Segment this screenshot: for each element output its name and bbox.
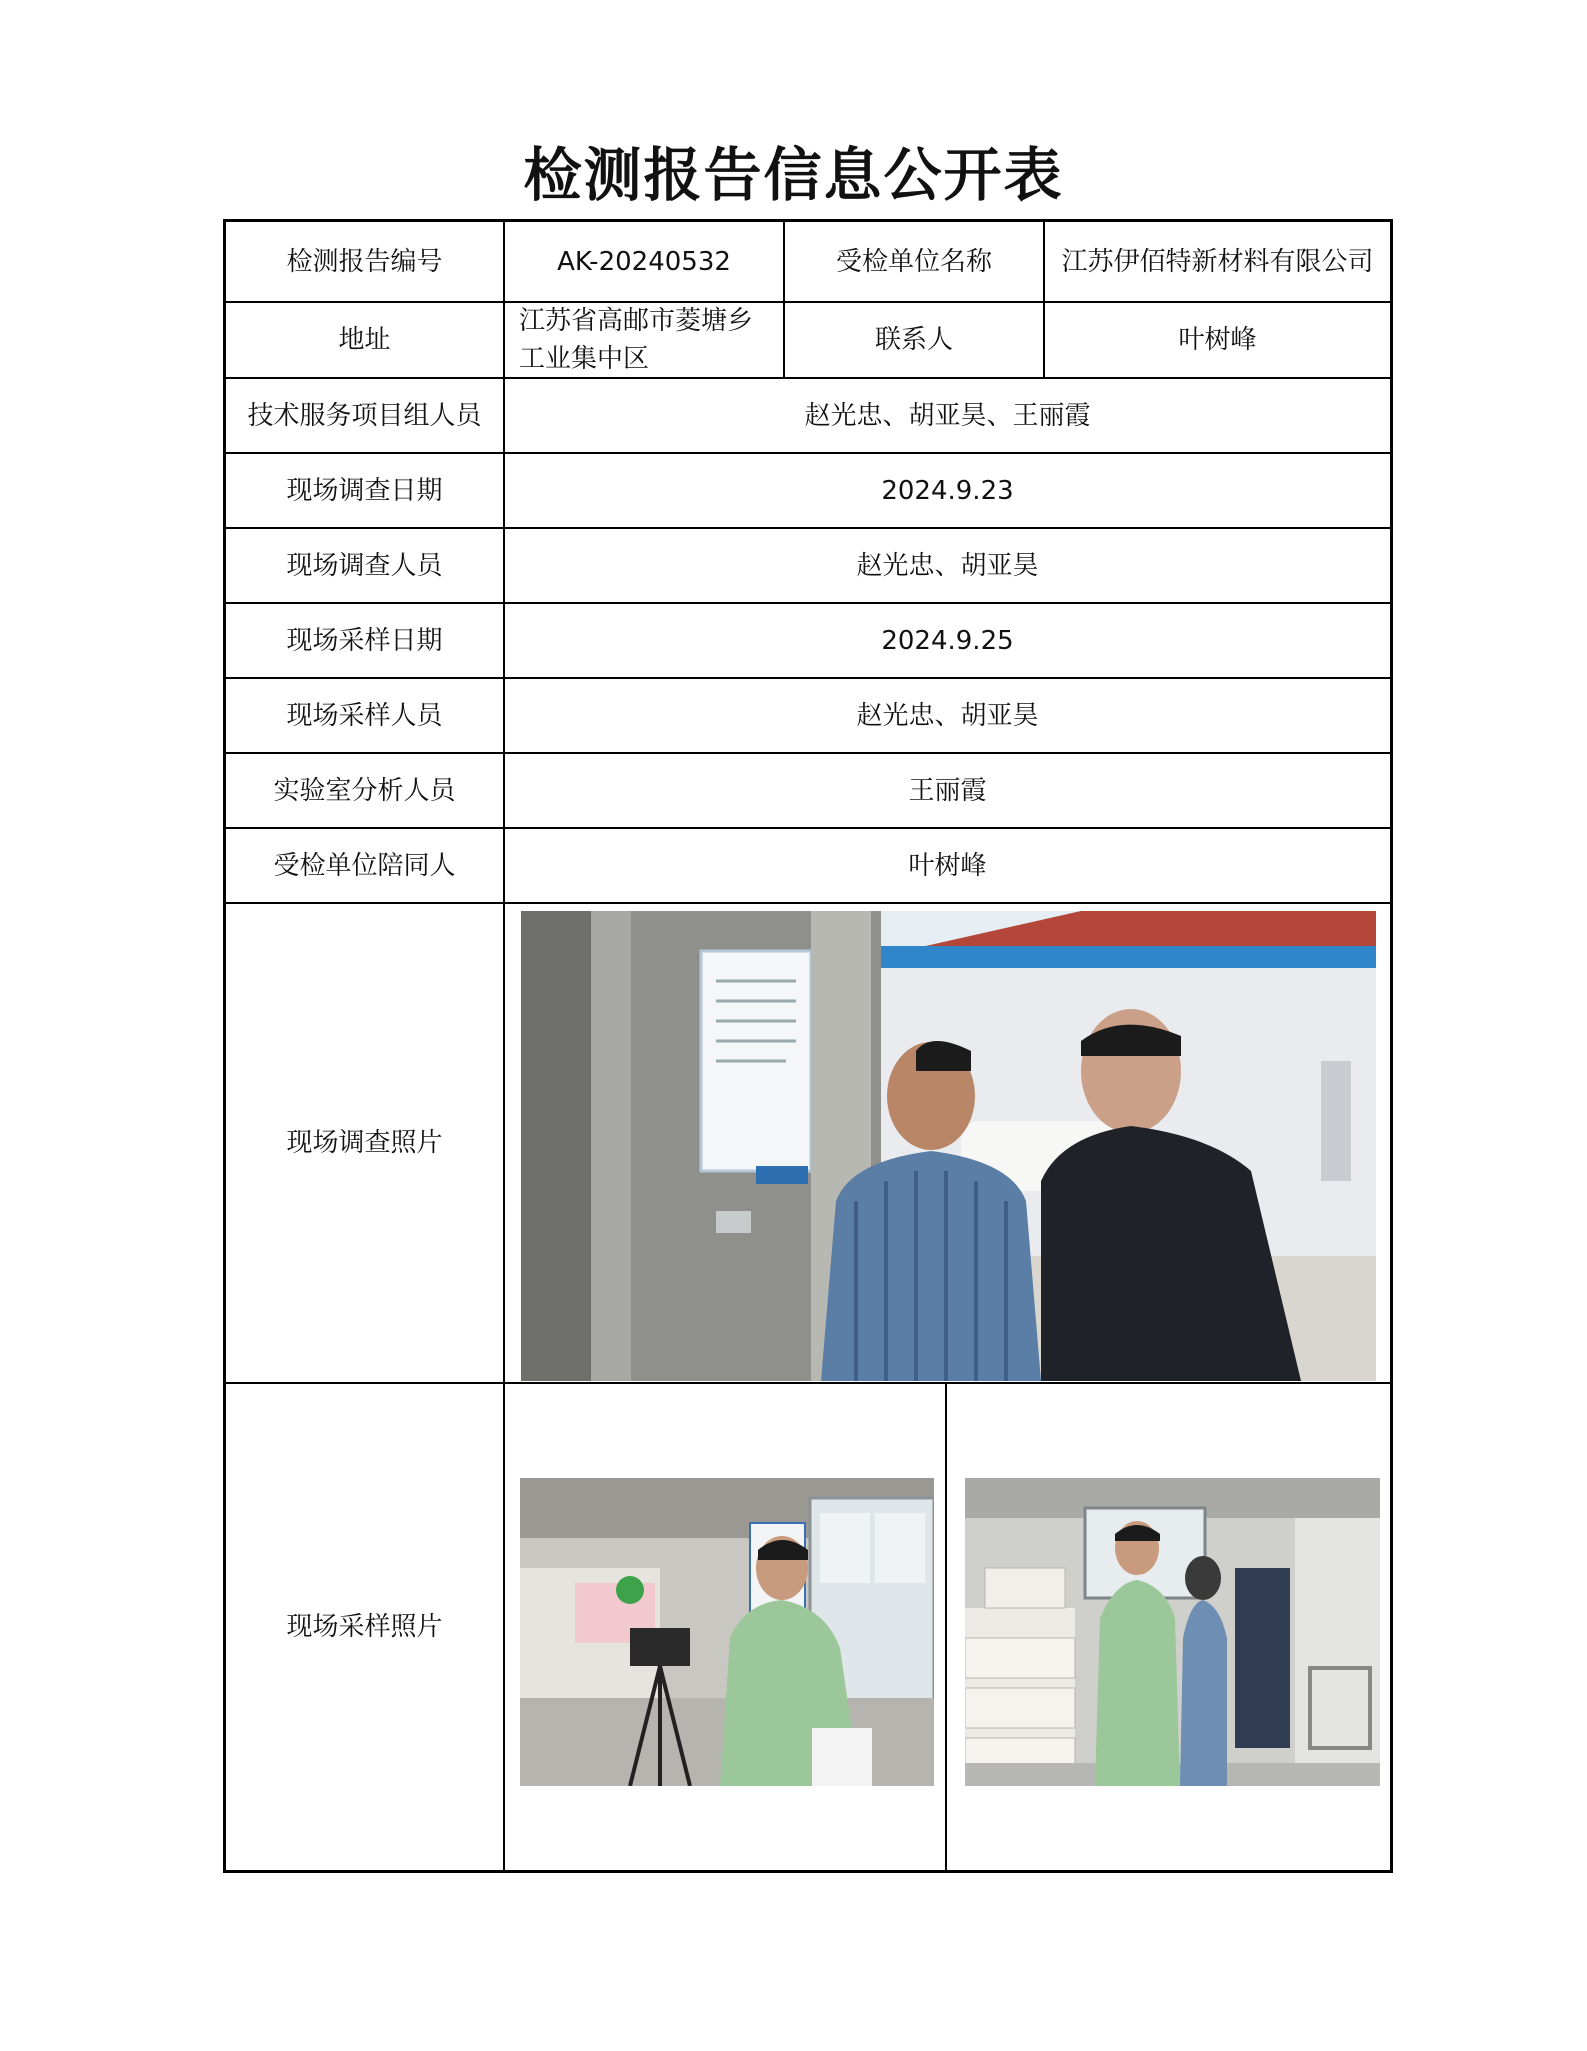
info-table — [223, 219, 1393, 1873]
sampling-staff-label: 现场采样人员 — [286, 700, 443, 731]
sampling-photo-2 — [965, 1478, 1380, 1786]
lab-staff-value: 王丽霞 — [908, 775, 987, 806]
lab-staff-label: 实验室分析人员 — [273, 775, 456, 806]
contact-label: 联系人 — [874, 325, 953, 355]
sampling-photo-label: 现场采样照片 — [286, 1612, 443, 1642]
report-number-value: AK-20240532 — [557, 246, 731, 277]
address-label: 地址 — [338, 325, 391, 355]
address-value: 江苏省高邮市菱塘乡工业集中区 — [519, 306, 754, 374]
contact-value: 叶树峰 — [1178, 325, 1257, 355]
inspected-unit-label: 受检单位名称 — [835, 246, 992, 277]
inspected-unit-value: 江苏伊佰特新材料有限公司 — [1061, 246, 1374, 277]
page-title: 检测报告信息公开表 — [523, 141, 1064, 209]
sampling-photo-1 — [520, 1478, 934, 1786]
survey-date-label: 现场调查日期 — [286, 475, 443, 506]
sampling-date-value: 2024.9.25 — [881, 625, 1014, 656]
sampling-staff-value: 赵光忠、胡亚昊 — [856, 700, 1039, 731]
survey-photo — [521, 911, 1376, 1381]
report-number-label: 检测报告编号 — [286, 246, 443, 277]
team-members-value: 赵光忠、胡亚昊、王丽霞 — [804, 400, 1091, 431]
escort-label: 受检单位陪同人 — [273, 850, 456, 881]
sampling-date-label: 现场采样日期 — [286, 625, 443, 656]
escort-value: 叶树峰 — [908, 850, 987, 881]
survey-staff-label: 现场调查人员 — [286, 550, 443, 581]
survey-staff-value: 赵光忠、胡亚昊 — [856, 550, 1039, 581]
team-members-label: 技术服务项目组人员 — [247, 400, 482, 431]
survey-date-value: 2024.9.23 — [881, 475, 1014, 506]
survey-photo-label: 现场调查照片 — [286, 1128, 443, 1158]
